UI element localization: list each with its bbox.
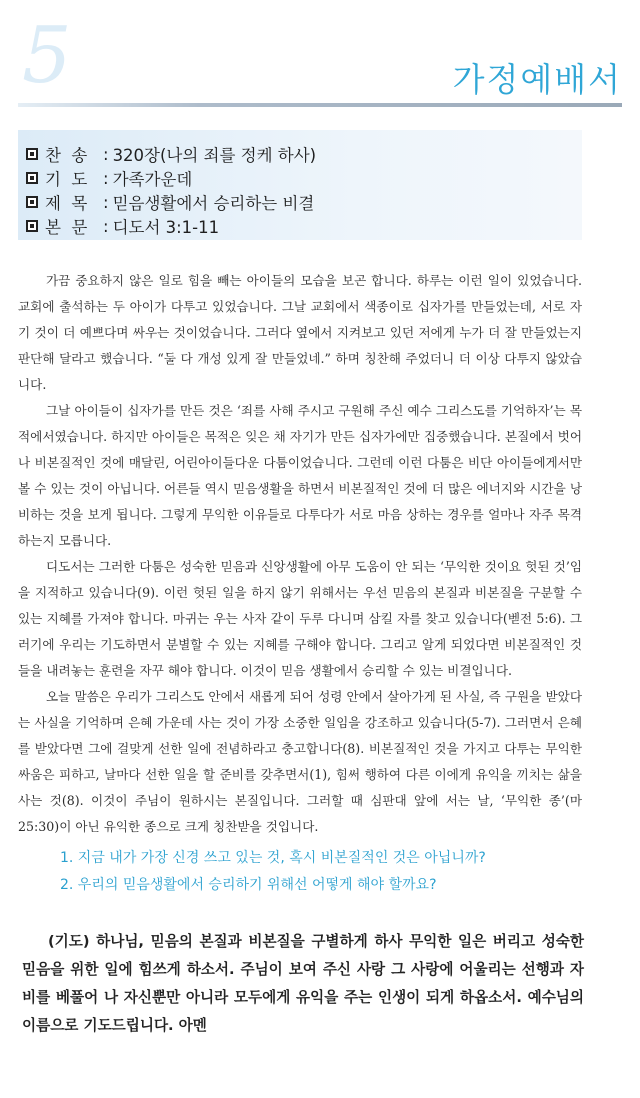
sermon-body: [18, 268, 582, 840]
info-value: 320장(나의 죄를 정케 하사): [112, 146, 317, 165]
square-bullet-icon: [26, 148, 38, 160]
square-bullet-icon: [26, 196, 38, 208]
info-colon: :: [103, 144, 109, 164]
worship-info-box: [18, 130, 582, 240]
page-title: 가정예배서: [452, 60, 622, 99]
body-paragraph: 오늘 말씀은 우리가 그리스도 안에서 새롭게 되어 성령 안에서 살아가게 된 사실, 즉 구원을 받았다는 사실을 기억하며 은혜 가운데 사는 것이 가장 소중한 일임을 강조하고 있습니다(5-7). 그러면서 은혜를 받았다면 그에 걸맞게 선한 일에 전념하라고 충고합니다(8). 비본질적인 것을 가지고 다투는 무익한 싸움은 피하고, 날마다 선한 일을 할 준비를 갖추면서(1), 힘써 행하여 다른 이에게 유익을 끼치는 삶을 사는 것(8). 이것이 주님이 원하시는 본질입니다. 그러할 때 심판대 앞에 서는 날, ‘무익한 종’(마 25:30)이 아닌 유익한 종으로 크게 칭찬받을 것입니다.: [18, 689, 582, 834]
question-item: 2. 우리의 믿음생활에서 승리하기 위해선 어떻게 해야 할까요?: [60, 877, 437, 893]
body-paragraph: 그날 아이들이 십자가를 만든 것은 ‘죄를 사해 주시고 구원해 주신 예수 그리스도를 기억하자’는 목적에서였습니다. 하지만 아이들은 목적은 잊은 채 자기가 만든 십자가에만 집중했습니다. 본질에서 벗어나 비본질적인 것에 매달린, 어린아이들다운 다툼이었습니다. 그런데 이런 다툼은 비단 아이들에게서만 볼 수 있는 것이 아닙니다. 어른들 역시 믿음생활을 하면서 비본질적인 것에 더 많은 에너지와 시간을 낭비하는 것을 보게 됩니다. 그렇게 무익한 이유들로 다투다가 서로 마음 상하는 경우를 얼마나 자주 목격하는지 모릅니다.: [18, 403, 582, 548]
closing-prayer: (기도) 하나님, 믿음의 본질과 비본질을 구별하게 하사 무익한 일은 버리고 성숙한 믿음을 위한 일에 힘쓰게 하소서. 주님이 보여 주신 사랑 그 사랑에 어울리는 선행과 자비를 베풀어 나 자신뿐만 아니라 모두에게 유익을 주는 인생이 되게 하옵소서. 예수님의 이름으로 기도드립니다. 아멘: [22, 933, 584, 1034]
info-label: 제 목: [45, 194, 88, 213]
info-row-scripture: [26, 214, 582, 238]
info-label: 기 도: [45, 170, 88, 189]
info-colon: :: [103, 192, 109, 212]
square-bullet-icon: [26, 220, 38, 232]
info-value: 믿음생활에서 승리하는 비결: [112, 194, 315, 213]
square-bullet-icon: [26, 172, 38, 184]
info-value: 디도서 3:1-11: [112, 218, 220, 237]
info-row-hymn: [26, 142, 582, 166]
info-colon: :: [103, 216, 109, 236]
info-row-prayer: [26, 166, 582, 190]
discussion-questions: [60, 845, 600, 899]
info-label: 본 문: [45, 218, 88, 237]
info-label: 찬 송: [45, 146, 88, 165]
body-paragraph: 디도서는 그러한 다툼은 성숙한 믿음과 신앙생활에 아무 도움이 안 되는 ‘무익한 것이요 헛된 것’임을 지적하고 있습니다(9). 이런 헛된 일을 하지 않기 위해서는 우선 믿음의 본질과 비본질을 구분할 수 있는 지혜를 가져야 합니다. 마귀는 우는 사자 같이 두루 다니며 삼킬 자를 찾고 있습니다(벧전 5:6). 그러기에 우리는 기도하면서 분별할 수 있는 지혜를 구해야 합니다. 그리고 알게 되었다면 비본질적인 것들을 내려놓는 훈련을 자꾸 해야 합니다. 이것이 믿음 생활에서 승리할 수 있는 비결입니다.: [18, 559, 582, 678]
info-colon: :: [103, 168, 109, 188]
info-value: 가족가운데: [112, 170, 193, 189]
section-number: 5: [22, 11, 72, 101]
question-item: 1. 지금 내가 가장 신경 쓰고 있는 것, 혹시 비본질적인 것은 아닙니까?: [60, 850, 486, 866]
info-row-topic: [26, 190, 582, 214]
body-paragraph: 가끔 중요하지 않은 일로 힘을 빼는 아이들의 모습을 보곤 합니다. 하루는 이런 일이 있었습니다. 교회에 출석하는 두 아이가 다투고 있었습니다. 그날 교회에서 색종이로 십자가를 만들었는데, 서로 자기 것이 더 예쁘다며 싸우는 것이었습니다. 그러다 옆에서 지켜보고 있던 저에게 누가 더 잘 만들었는지 판단해 달라고 했습니다. “둘 다 개성 있게 잘 만들었네.” 하며 칭찬해 주었더니 더 이상 다투지 않았습니다.: [18, 273, 582, 392]
title-divider: [18, 103, 622, 107]
